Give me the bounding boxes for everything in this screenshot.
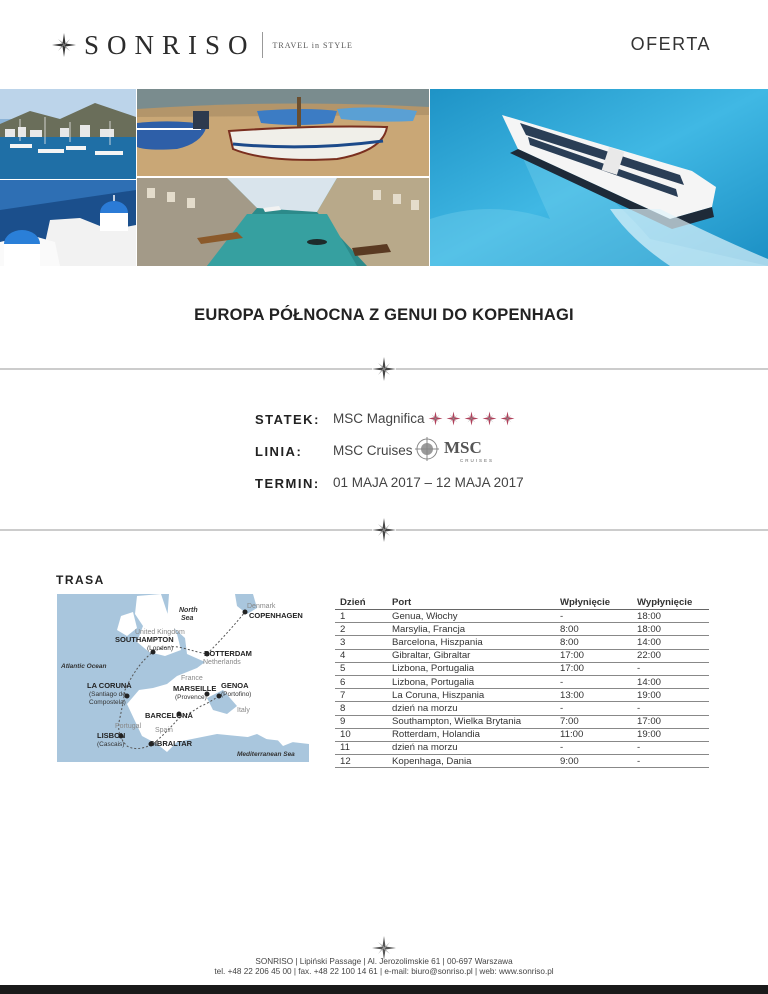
map-label-italy: Italy xyxy=(237,707,250,714)
star-icon xyxy=(482,411,497,426)
compass-divider xyxy=(0,357,768,381)
cell-arrival: 17:00 xyxy=(555,662,632,675)
cell-departure: 22:00 xyxy=(632,649,709,662)
header-arrival: Wpłynięcie xyxy=(555,596,632,610)
map-label-la-coruna: LA CORUNA xyxy=(87,681,132,690)
map-label-lisbon: LISBON xyxy=(97,731,126,740)
cell-departure: 19:00 xyxy=(632,689,709,702)
cell-arrival: - xyxy=(555,675,632,688)
cell-day: 1 xyxy=(335,610,387,623)
map-label-netherlands: Netherlands xyxy=(203,659,241,666)
cell-departure: 14:00 xyxy=(632,675,709,688)
cell-day: 2 xyxy=(335,623,387,636)
cell-departure: - xyxy=(632,741,709,754)
map-label-gibraltar: GIBRALTAR xyxy=(149,739,193,748)
line-label: LINIA: xyxy=(255,444,303,459)
cell-departure: 17:00 xyxy=(632,715,709,728)
cell-day: 8 xyxy=(335,702,387,715)
cell-day: 6 xyxy=(335,675,387,688)
term-value: 01 MAJA 2017 – 12 MAJA 2017 xyxy=(333,475,524,490)
cell-departure: 18:00 xyxy=(632,610,709,623)
cell-arrival: 9:00 xyxy=(555,755,632,768)
msc-logo-text: MSC xyxy=(444,438,482,457)
map-label-atlantic: Atlantic Ocean xyxy=(61,663,107,670)
table-row xyxy=(335,689,709,702)
cell-arrival: 17:00 xyxy=(555,649,632,662)
cell-arrival: 8:00 xyxy=(555,636,632,649)
logo-tagline: TRAVEL in STYLE xyxy=(272,40,353,50)
cell-port: La Coruna, Hiszpania xyxy=(387,689,555,702)
cell-departure: 19:00 xyxy=(632,728,709,741)
map-label-genoa: GENOA xyxy=(221,681,249,690)
cell-port: Genua, Włochy xyxy=(387,610,555,623)
cell-day: 9 xyxy=(335,715,387,728)
cell-departure: - xyxy=(632,702,709,715)
cell-port: Lizbona, Portugalia xyxy=(387,662,555,675)
cell-port: Rotterdam, Holandia xyxy=(387,728,555,741)
cell-port: Gibraltar, Gibraltar xyxy=(387,649,555,662)
table-row xyxy=(335,662,709,675)
table-row xyxy=(335,728,709,741)
map-label-cascais: (Cascais) xyxy=(97,741,125,748)
map-label-north-sea-2: Sea xyxy=(181,615,194,622)
ship-rating xyxy=(428,411,515,426)
offer-label: OFERTA xyxy=(630,34,711,54)
cell-day: 3 xyxy=(335,636,387,649)
msc-cruises-logo xyxy=(415,436,501,464)
line-value: MSC Cruises xyxy=(333,443,413,458)
offer-title: EUROPA PÓŁNOCNA Z GENUI DO KOPENHAGI xyxy=(194,306,574,324)
star-icon xyxy=(500,411,515,426)
santorini-photo xyxy=(0,180,136,266)
cell-port: Marsylia, Francja xyxy=(387,623,555,636)
map-label-uk: United Kingdom xyxy=(135,629,185,636)
cell-day: 7 xyxy=(335,689,387,702)
cell-arrival: - xyxy=(555,610,632,623)
map-label-mediterranean: Mediterranean Sea xyxy=(237,751,295,758)
harbor-photo xyxy=(0,89,136,179)
map-label-copenhagen: COPENHAGEN xyxy=(249,611,303,620)
map-label-barcelona: BARCELONA xyxy=(145,711,193,720)
star-icon xyxy=(446,411,461,426)
map-label-london: (London) xyxy=(147,645,174,652)
msc-logo-subtext: CRUISES xyxy=(460,458,495,463)
footer-address: SONRISO | Lipiński Passage | Al. Jerozolimskie 61 | 00-697 Warszawa xyxy=(255,957,513,966)
map-label-southampton: SOUTHAMPTON xyxy=(115,635,174,644)
table-row xyxy=(335,741,709,754)
cell-arrival: - xyxy=(555,702,632,715)
itinerary-table xyxy=(335,596,709,768)
bottom-bar xyxy=(0,985,768,994)
ship-label: STATEK: xyxy=(255,412,320,427)
sonriso-logo xyxy=(52,30,353,60)
table-header-row xyxy=(335,596,709,610)
map-label-spain: Spain xyxy=(155,727,173,734)
header-departure: Wypłynięcie xyxy=(632,596,709,610)
map-label-portofino: (Portofino) xyxy=(221,691,252,698)
map-label-denmark: Denmark xyxy=(247,603,276,610)
map-label-north-sea: North xyxy=(179,607,198,614)
ship-value: MSC Magnifica xyxy=(333,411,425,426)
cell-day: 5 xyxy=(335,662,387,675)
cell-port: dzień na morzu xyxy=(387,702,555,715)
term-label: TERMIN: xyxy=(255,476,320,491)
header-port: Port xyxy=(387,596,555,610)
cell-port: dzień na morzu xyxy=(387,741,555,754)
cell-port: Southampton, Wielka Brytania xyxy=(387,715,555,728)
cell-day: 4 xyxy=(335,649,387,662)
cell-arrival: 11:00 xyxy=(555,728,632,741)
cell-port: Lizbona, Portugalia xyxy=(387,675,555,688)
map-label-provence: (Provence) xyxy=(175,694,207,701)
route-section-title: TRASA xyxy=(56,573,105,587)
cell-day: 11 xyxy=(335,741,387,754)
map-label-rotterdam: ROTTERDAM xyxy=(204,649,252,658)
venice-canal-photo xyxy=(137,178,429,266)
table-row xyxy=(335,755,709,768)
footer-contact-details: tel. +48 22 206 45 00 | fax. +48 22 100 14 61 | e-mail: biuro@sonriso.pl | web: www.sonriso.pl xyxy=(214,967,554,976)
cell-departure: - xyxy=(632,662,709,675)
table-row xyxy=(335,649,709,662)
table-row xyxy=(335,610,709,623)
map-label-compostela: Compostela) xyxy=(89,699,126,706)
star-icon xyxy=(464,411,479,426)
fishing-boats-photo xyxy=(137,89,429,176)
cell-arrival: 8:00 xyxy=(555,623,632,636)
cell-arrival: - xyxy=(555,741,632,754)
footer-contact xyxy=(0,957,768,977)
cell-port: Kopenhaga, Dania xyxy=(387,755,555,768)
cell-arrival: 7:00 xyxy=(555,715,632,728)
cell-port: Barcelona, Hiszpania xyxy=(387,636,555,649)
table-row xyxy=(335,623,709,636)
header-day: Dzień xyxy=(335,596,387,610)
table-row xyxy=(335,715,709,728)
compass-star-icon xyxy=(52,33,76,57)
cell-day: 10 xyxy=(335,728,387,741)
logo-divider xyxy=(262,32,263,58)
compass-divider xyxy=(0,518,768,542)
table-row xyxy=(335,675,709,688)
cell-departure: 14:00 xyxy=(632,636,709,649)
star-icon xyxy=(428,411,443,426)
cell-day: 12 xyxy=(335,755,387,768)
map-label-france: France xyxy=(181,675,203,682)
cell-departure: - xyxy=(632,755,709,768)
map-label-portugal: Portugal xyxy=(115,723,142,730)
cruise-ship-photo xyxy=(430,89,768,266)
route-map xyxy=(57,594,309,762)
logo-wordmark: SONRISO xyxy=(84,29,256,60)
table-row xyxy=(335,702,709,715)
map-label-marseille: MARSEILLE xyxy=(173,684,217,693)
map-label-santiago: (Santiago de xyxy=(89,691,126,698)
table-row xyxy=(335,636,709,649)
cell-departure: 18:00 xyxy=(632,623,709,636)
cell-arrival: 13:00 xyxy=(555,689,632,702)
